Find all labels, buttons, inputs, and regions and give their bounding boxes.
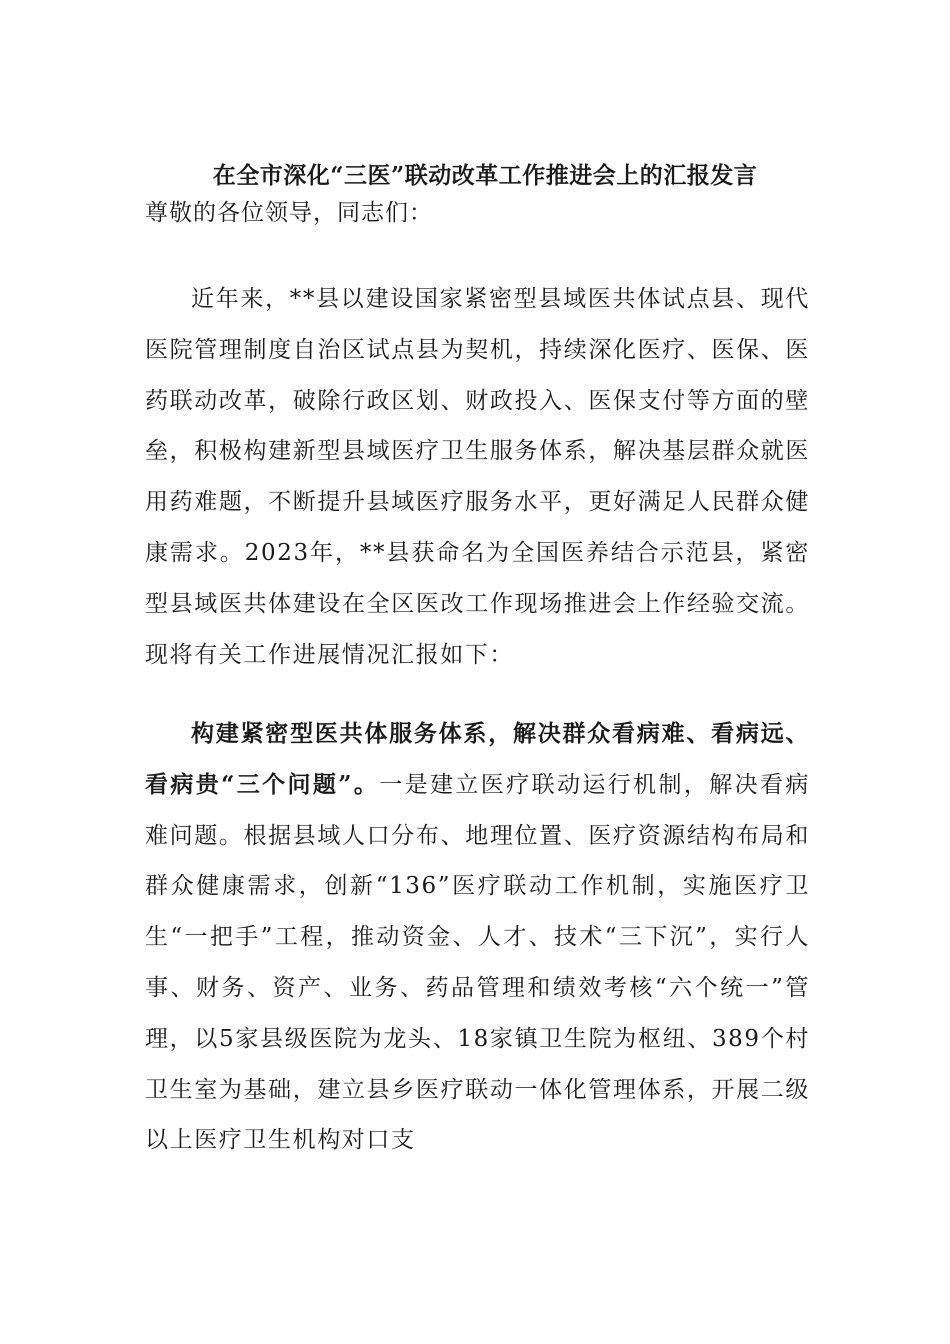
section-paragraph xyxy=(145,709,810,1166)
intro-paragraph-block xyxy=(145,274,810,680)
section-heading: 构建紧密型医共体服务体系，解决群众看病难、看病远、看病贵“三个问题”。 xyxy=(145,720,810,798)
section-paragraph-block xyxy=(145,709,810,1166)
document-title: 在全市深化“三医”联动改革工作推进会上的汇报发言 xyxy=(212,162,758,189)
intro-paragraph: 近年来，**县以建设国家紧密型县域医共体试点县、现代医院管理制度自治区试点县为契机，持续深化医疗、医保、医药联动改革，破除行政区划、财政投入、医保支付等方面的壁垒，积极构建新型县域医疗卫生服务体系，解决基层群众就医用药难题，不断提升县域医疗服务水平，更好满足人民群众健康需求。2023年，**县获命名为全国医养结合示范县，紧密型县域医共体建设在全区医改工作现场推进会上作经验交流。现将有关工作进展情况汇报如下： xyxy=(145,286,810,668)
salutation: 尊敬的各位领导，同志们： xyxy=(145,200,433,226)
section-text: 一是建立医疗联动运行机制，解决看病难问题。根据县域人口分布、地理位置、医疗资源结构布局和群众健康需求，创新“136”医疗联动工作机制，实施医疗卫生“一把手”工程，推动资金、人才、技术“三下沉”，实行人事、财务、资产、业务、药品管理和绩效考核“六个统一”管理，以5家县级医院为龙头、18家镇卫生院为枢纽、389个村卫生室为基础，建立县乡医疗联动一体化管理体系，开展二级以上医疗卫生机构对口支 xyxy=(145,771,810,1154)
